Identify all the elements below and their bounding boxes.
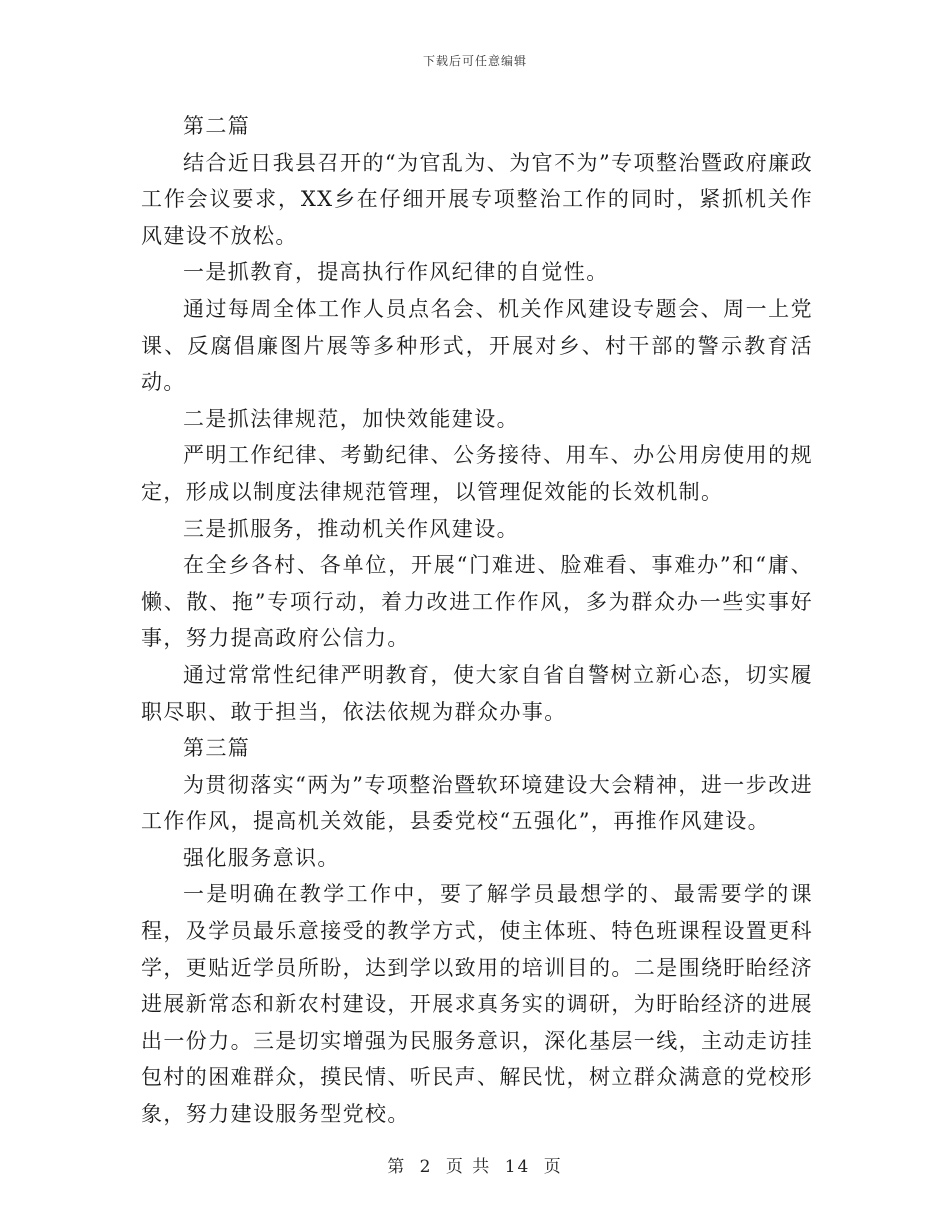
- document-body: [141, 108, 813, 1133]
- page-header: 下载后可任意编辑: [422, 54, 527, 68]
- paragraph: 通过每周全体工作人员点名会、机关作风建设专题会、周一上党课、反腐倡廉图片展等多种形式，开展对乡、村干部的警示教育活动。: [141, 296, 813, 395]
- paragraph: 结合近日我县召开的“为官乱为、为官不为”专项整治暨政府廉政工作会议要求，XX乡在仔细开展专项整治工作的同时，紧抓机关作风建设不放松。: [141, 150, 813, 248]
- paragraph: 为贯彻落实“两为”专项整治暨软环境建设大会精神，进一步改进工作作风，提高机关效能，县委党校“五强化”，再推作风建设。: [141, 772, 813, 834]
- section-heading-2: 第二篇: [183, 114, 251, 138]
- paragraph: 二是抓法律规范，加快效能建设。: [183, 406, 519, 431]
- page-footer: [0, 1152, 950, 1177]
- current-page-number: 2: [419, 1157, 433, 1177]
- footer-middle: 页 共: [445, 1157, 492, 1177]
- total-page-count: 14: [504, 1157, 531, 1177]
- paragraph: 强化服务意识。: [183, 845, 340, 870]
- paragraph: 严明工作纪律、考勤纪律、公务接待、用车、办公用房使用的规定，形成以制度法律规范管理，以管理促效能的长效机制。: [141, 443, 813, 504]
- footer-prefix: 第: [387, 1157, 407, 1177]
- paragraph: 一是抓教育，提高执行作风纪律的自觉性。: [183, 260, 609, 285]
- section-heading-3: 第三篇: [183, 736, 251, 761]
- paragraph: 在全乡各村、各单位，开展“门难进、脸难看、事难办”和“庸、懒、散、拖”专项行动，着力改进工作作风，多为群众办一些实事好事，努力提高政府公信力。: [141, 553, 813, 651]
- footer-suffix: 页: [543, 1157, 563, 1177]
- paragraph: 三是抓服务，推动机关作风建设。: [183, 516, 519, 541]
- paragraph: 一是明确在教学工作中，要了解学员最想学的、最需要学的课程，及学员最乐意接受的教学方式，使主体班、特色班课程设置更科学，更贴近学员所盼，达到学以致用的培训目的。二是围绕盱眙经济进展新常态和新农村建设，开展求真务实的调研，为盱眙经济的进展出一份力。三是切实增强为民服务意识，深化基层一线，主动走访挂包村的困难群众，摸民情、听民声、解民忧，树立群众满意的党校形象，努力建设服务型党校。: [141, 882, 813, 1127]
- paragraph: 通过常常性纪律严明教育，使大家自省自警树立新心态，切实履职尽职、敢于担当，依法依规为群众办事。: [141, 662, 813, 724]
